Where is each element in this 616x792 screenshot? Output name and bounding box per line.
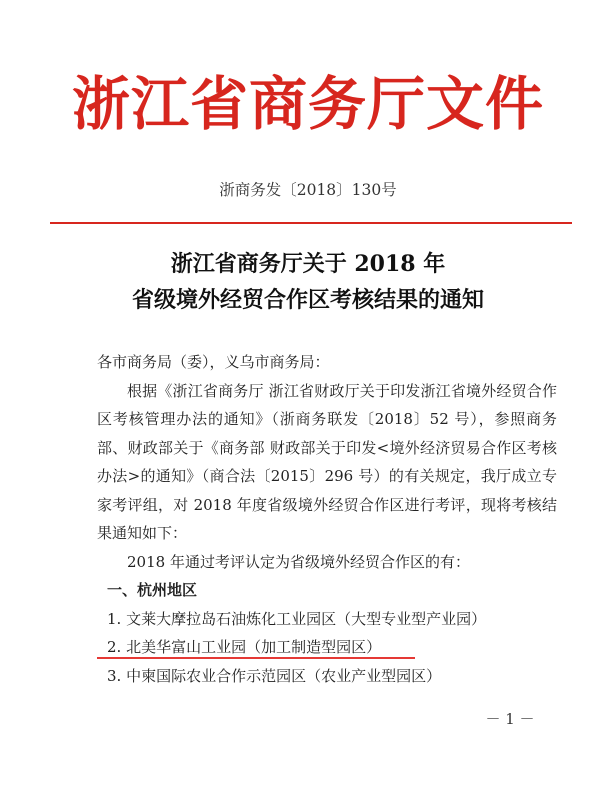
header-divider-line <box>50 222 572 224</box>
list-item: 1. 文莱大摩拉岛石油炼化工业园区（大型专业型产业园） <box>107 609 487 628</box>
list-item-highlighted: 2. 北美华富山工业园（加工制造型园区） <box>107 638 382 656</box>
intro-line: 2018 年通过考评认定为省级境外经贸合作区的有： <box>127 552 470 571</box>
highlight-underline <box>97 657 415 659</box>
list-item: 3. 中柬国际农业合作示范园区（农业产业型园区） <box>107 666 442 685</box>
salutation: 各市商务局（委），义乌市商务局： <box>97 353 330 371</box>
document-body <box>97 348 557 690</box>
notice-title-line2: 省级境外经贸合作区考核结果的通知 <box>131 287 484 313</box>
document-number: 浙商务发〔2018〕130号 <box>219 181 397 199</box>
notice-title-line1: 浙江省商务厅关于 2018 年 <box>170 251 446 277</box>
page-number: － 1 － <box>485 710 535 728</box>
document-header-title: 浙江省商务厅文件 <box>71 70 544 138</box>
main-paragraph: 根据《浙江省商务厅 浙江省财政厅关于印发浙江省境外经贸合作区考核管理办法的通知》（浙商务联发〔2018〕52 号），参照商务部、财政部关于《商务部 财政部关于印发<境外经济贸易合作区考核办法>的通知》（商合法〔2015〕296 号）的有关规定，我厅成立专家考评组，对 2018 年度省级境外经贸合作区进行考评，现将考核结果通知如下： <box>97 381 557 542</box>
section-heading: 一、杭州地区 <box>107 581 198 599</box>
